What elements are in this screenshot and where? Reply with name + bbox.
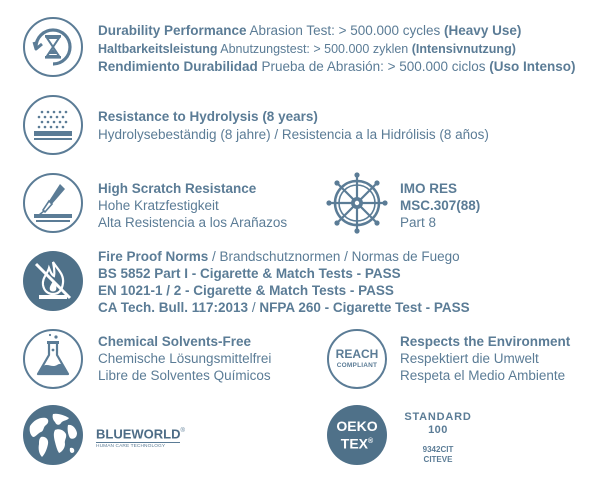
reach-badge	[326, 328, 388, 390]
blueworld-logo	[96, 424, 185, 450]
oeko-standard-number: 100	[428, 424, 448, 436]
durability-line-de	[98, 40, 516, 58]
oeko-institute: CITEVE	[423, 455, 453, 464]
blueworld-registered: ®	[180, 428, 185, 434]
durability-de-bold: Haltbarkeitsleistung	[98, 42, 218, 56]
water-drops-icon	[22, 94, 84, 156]
oeko-registered: ®	[368, 438, 374, 445]
no-fire-icon	[22, 250, 84, 312]
fire-ca-tech	[98, 299, 470, 317]
oeko-standard: STANDARD	[404, 411, 472, 423]
blueworld-tagline: HUMAN CARE TECHNOLOGY	[96, 444, 166, 450]
fire-title: Fire Proof Norms	[98, 249, 209, 264]
imo-title: IMO RES	[400, 181, 458, 196]
flask-icon	[22, 328, 84, 390]
fire-ca-bulletin: CA Tech. Bull. 117:2013	[98, 300, 249, 315]
fire-bs5852: BS 5852 Part I - Cigarette & Match Tests - PASS	[98, 266, 401, 281]
reach-badge-title: REACH	[335, 347, 379, 361]
scratch-tool-icon	[22, 172, 84, 234]
durability-en-text: Abrasion Test: > 500.000 cycles	[246, 23, 445, 38]
imo-part: Part 8	[400, 215, 437, 230]
ship-wheel-icon	[326, 172, 388, 234]
imo-code: MSC.307(88)	[400, 198, 481, 213]
durability-line-en	[98, 22, 521, 40]
durability-es-text: Prueba de Abrasión: > 500.000 ciclos	[257, 59, 490, 74]
chemical-es: Libre de Solventes Químicos	[98, 368, 271, 383]
chemical-title: Chemical Solvents-Free	[98, 334, 252, 349]
fire-separator: /	[248, 300, 260, 315]
durability-en-use: (Heavy Use)	[444, 23, 522, 38]
blueworld-name: BLUEWORLD	[96, 426, 181, 442]
hydrolysis-subtitle: Hydrolysebeständig (8 jahre) / Resistencia a la Hidrólisis (8 años)	[98, 127, 489, 142]
fire-title-translations: / Brandschutznormen / Normas de Fuego	[208, 249, 460, 264]
reach-badge-compliant: COMPLIANT	[336, 362, 378, 369]
scratch-de: Hohe Kratzfestigkeit	[98, 198, 219, 213]
chemical-de: Chemische Lösungsmittelfrei	[98, 351, 272, 366]
globe-icon	[22, 404, 84, 466]
durability-es-bold: Rendimiento Durabilidad	[98, 59, 258, 74]
durability-es-use: (Uso Intenso)	[489, 59, 576, 74]
reach-title: Respects the Environment	[400, 334, 571, 349]
durability-de-use: (Intensivnutzung)	[411, 42, 516, 56]
durability-line-es	[98, 58, 576, 76]
scratch-title: High Scratch Resistance	[98, 181, 257, 196]
durability-de-text: Abnutzungstest: > 500.000 zyklen	[217, 42, 412, 56]
reach-es: Respeta el Medio Ambiente	[400, 368, 566, 383]
fire-nfpa: NFPA 260 - Cigarette Test - PASS	[259, 300, 470, 315]
oeko-certificate-number: 9342CIT	[422, 445, 454, 454]
fire-en1021: EN 1021-1 / 2 - Cigarette & Match Tests - PASS	[98, 283, 394, 298]
fire-title-line	[98, 248, 460, 266]
oeko-word: OEKO	[336, 418, 378, 434]
oeko-tex-badge	[326, 404, 388, 466]
hydrolysis-title: Resistance to Hydrolysis (8 years)	[98, 109, 318, 124]
durability-en-bold: Durability Performance	[98, 23, 247, 38]
scratch-es: Alta Resistencia a los Arañazos	[98, 215, 288, 230]
reach-de: Respektiert die Umwelt	[400, 351, 539, 366]
hourglass-icon	[22, 16, 84, 78]
tex-word	[326, 434, 388, 452]
tex-text: TEX	[340, 435, 369, 452]
